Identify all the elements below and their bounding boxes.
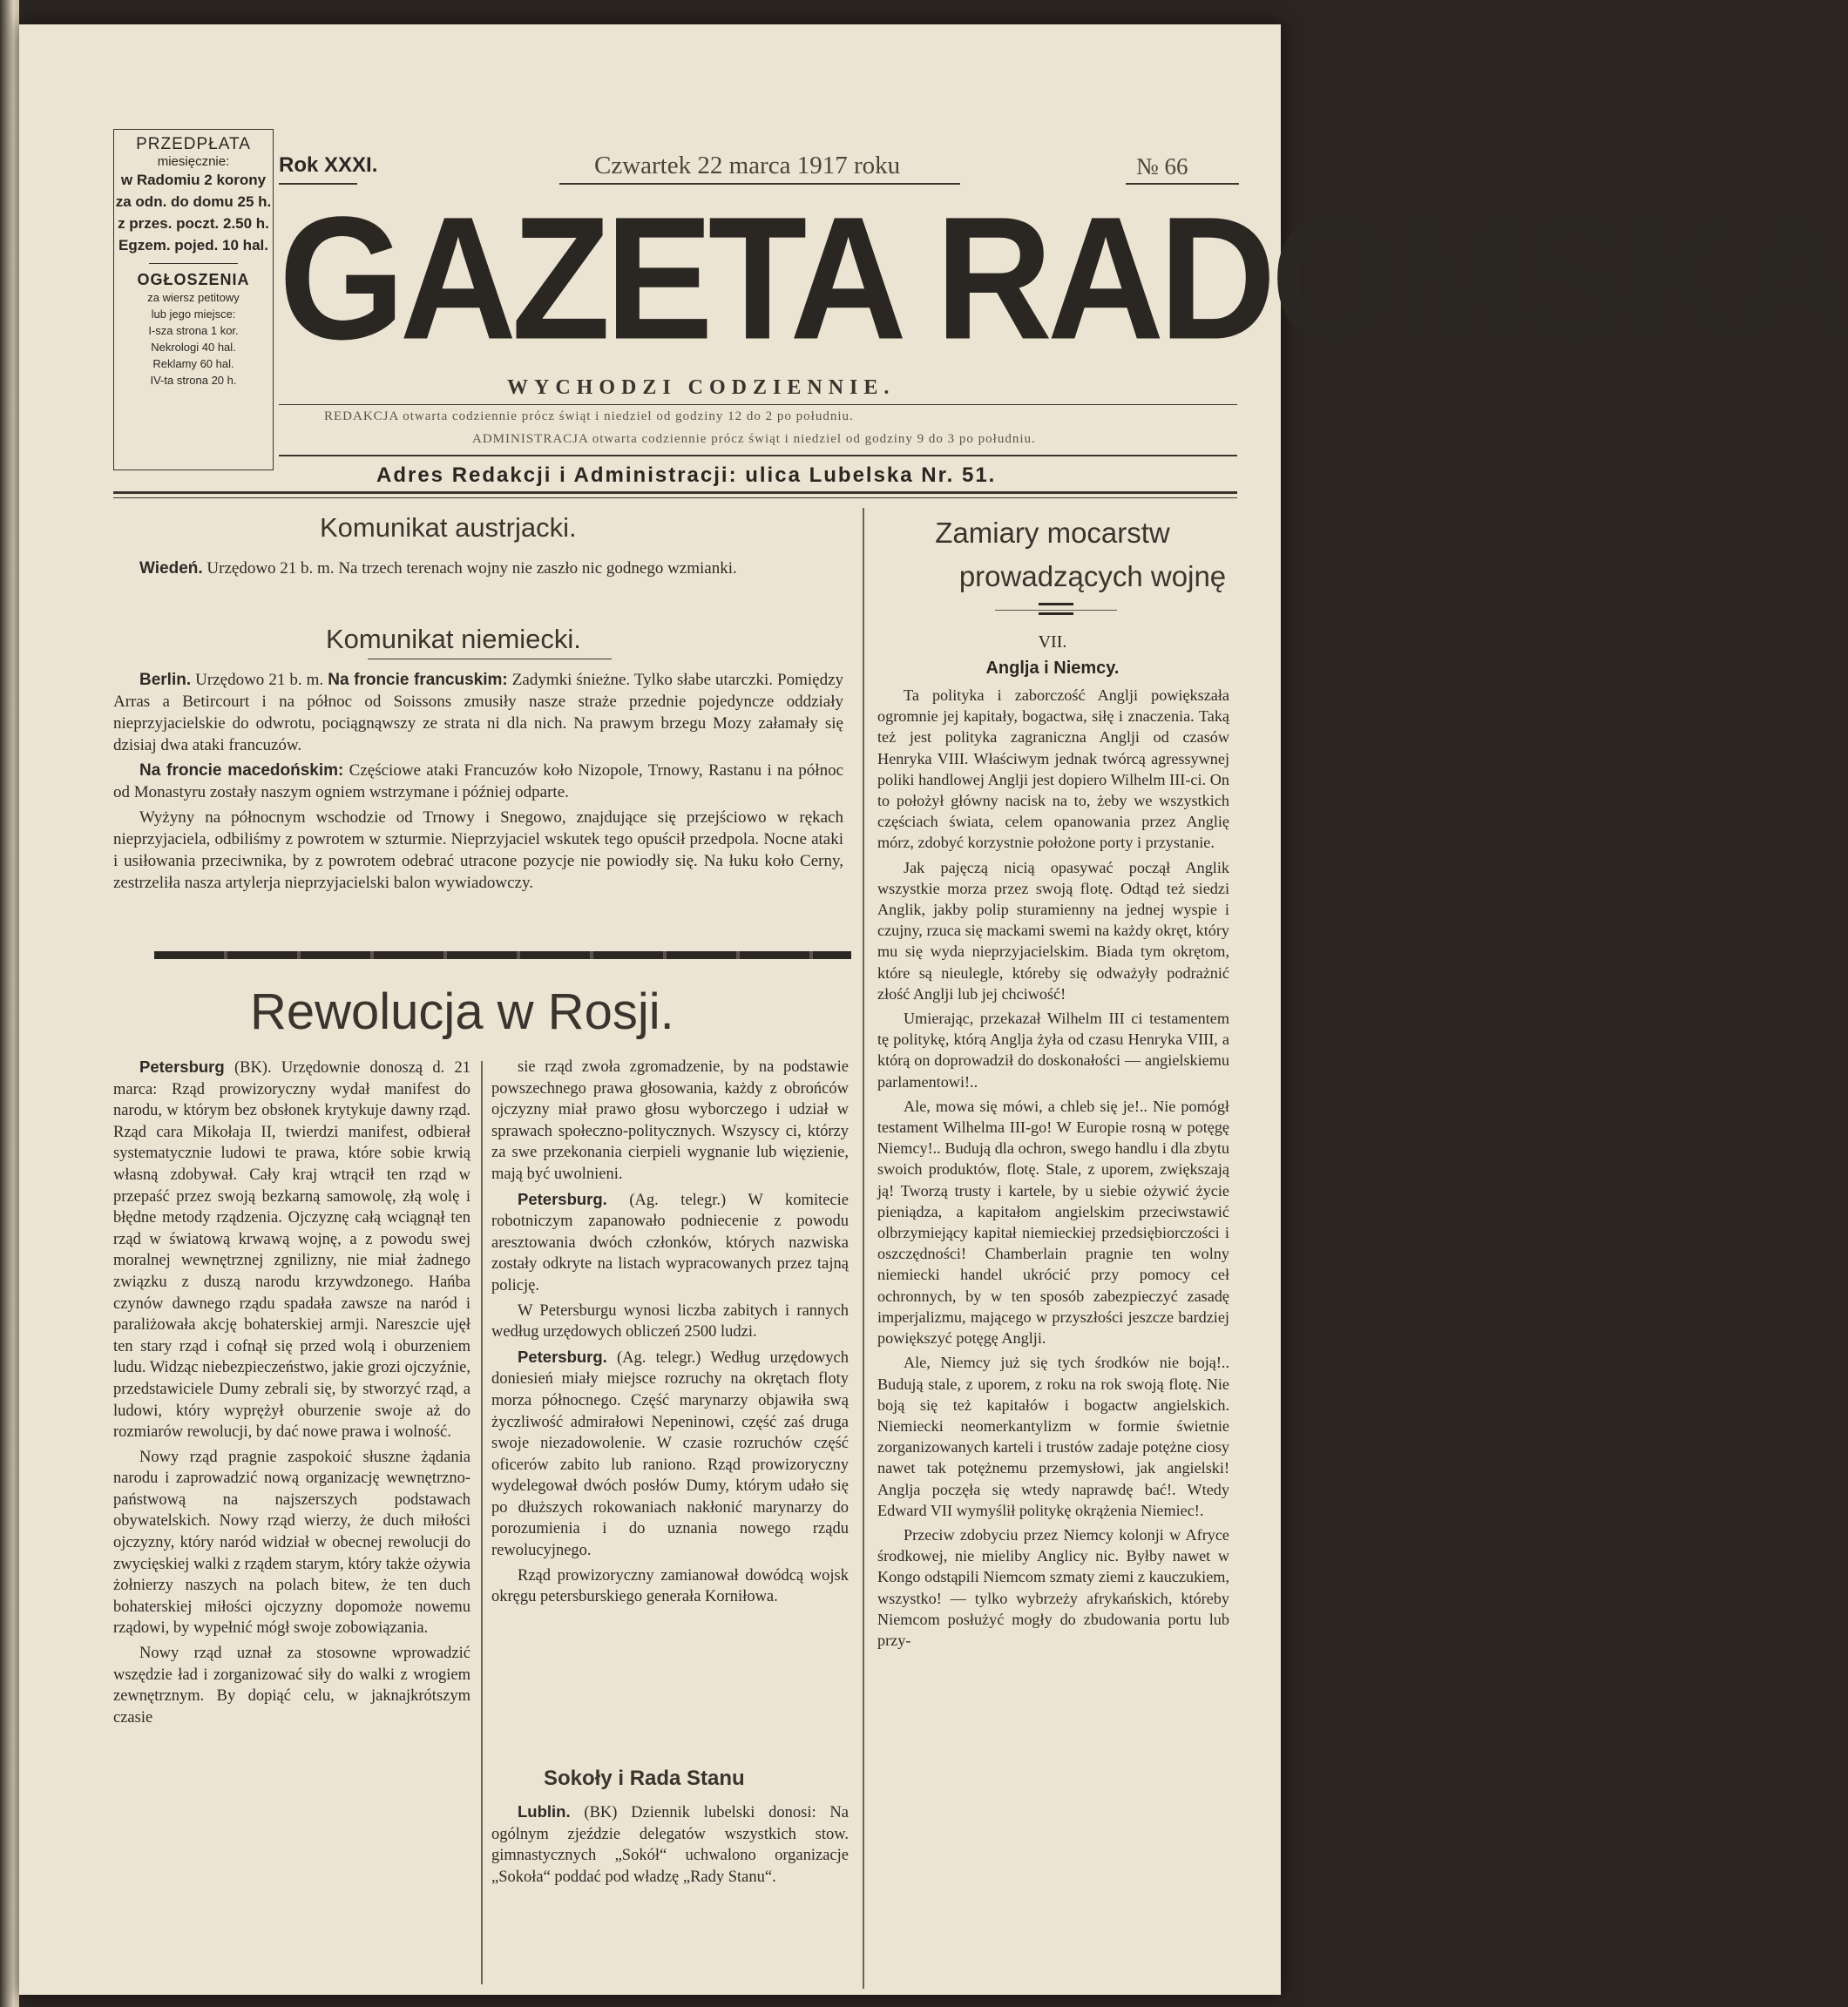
- subscription-line: Egzem. pojed. 10 hal.: [118, 237, 268, 253]
- ads-heading: OGŁOSZENIA: [137, 271, 250, 288]
- dateline: Berlin.: [139, 671, 192, 689]
- zamiary-heading-1: Zamiary mocarstw: [935, 517, 1170, 549]
- zamiary-heading-2: prowadzących wojnę: [958, 560, 1227, 592]
- german-heading: Komunikat niemiecki.: [326, 624, 581, 654]
- subscription-heading: PRZEDPŁATA: [136, 135, 251, 153]
- sokoly-heading: Sokoły i Rada Stanu: [544, 1767, 745, 1790]
- revolution-heading: Rewolucja w Rosji.: [250, 983, 674, 1040]
- zamiary-subheading: Anglja i Niemcy.: [985, 659, 1120, 678]
- austrian-text: Wiedeń. Urzędowo 21 b. m. Na trzech terenach wojny nie zaszło nic godnego wzmianki.: [139, 559, 737, 578]
- zamiary-part: VII.: [1038, 632, 1067, 652]
- zamiary-text: Ta polityka i zaborczość Anglji powiększała ogromnie jej kapitały, bogactwa, siłę i znaczenia. Taką też jest polityka zagraniczna Anglji od czasów Henryka VIII. Właściwym jednak twórcą agressywnej poliki handlowej Anglji jest dopiero Wilhelm III-ci. On to położył główny nacisk na to, żeby we wszystkich częściach świata, celem opanowania przez Anglię mórz, zdobyć korzystnie położone porty i przystanie. Jak pajęczą nicią opasywać począł Anglik wszystkie morza przez swoją flotę. Odtąd też siedzi Anglik, jakby polip sturamienny na jednej wyspie i czujny, rzuca się mackami swemi na każdy okręt, który mu się wyda nieprzyjacielskim. Biada tym okrętom, które są nieulegle, któreby się odważyły podrażnić złość Anglji lub jej chciwość! Umierając, przekazał Wilhelm III ci testamentem tę politykę, którą Anglja żyła od czasu Henryka VIII, a którą on doprowadził do doskonałości — angielskiemu parlamentowi!.. Ale, mowa się mówi, a chleb się je!.. Nie pomógł testament Wilhelma III-go! W Europie rosną w potęgę Niemcy!.. Budują dla ochron, swego handlu i dla zbytu swoich produktów, flotę. Stale, z uporem, zwiększają ją! Tworzą trusty i kartele, by u siebie ożywić życie pieniądza, a kapitałom angielskim przeciwstawić olbrzymiejący kapitał niemieckiej przedsiębiorczości i oszczędności! Chamberlain pragnie ten wolny niemiecki handel ukrócić przy pomocy ceł ochronnych, by w ten sposób zabezpieczyć zasadę imperjalizmu, mającego w przyszłości jeszcze bardziej powiększyć potęgę Anglji. Ale, Niemcy już się tych środków nie boją!.. Budują stale, z uporem, z roku na rok swoją flotę. Nie boją się też kapitałów i bogactw angielskich. Niemiecki neomerkantylizm w formie świetnie zorganizowanych karteli i trustów zadaje potężne ciosy nawet tak potężnemu przemysłowi, jak angielski! Anglja poczęła się wtedy naprawdę bać!. Wtedy Edward VII wymyślił politykę okrążenia Niemiec!. Przeciw zdobyciu przez Niemcy kolonji w Afryce środkowej, nie mieliby Anglicy nic. Byłby nawet w Kongo odstąpili Niemcom szmaty ziemi z kauczukiem, wszystko! — tylko wybrzeży afrykańskich, któreby Niemcom posłużyć mogły do zbudowania portu lub przy-: [877, 686, 1229, 1649]
- masthead-title: GAZETA RADOMSKA: [279, 181, 1848, 376]
- ads-line: za wiersz petitowy: [147, 291, 240, 304]
- administracja-hours: ADMINISTRACJA otwarta codziennie prócz świąt i niedziel od godziny 9 do 3 po południu.: [472, 432, 1036, 446]
- ads-line: Reklamy 60 hal.: [152, 357, 234, 370]
- address-line: Adres Redakcji i Administracji: ulica Lubelska Nr. 51.: [376, 463, 997, 487]
- adjacent-page-edge: [0, 0, 19, 2007]
- sokoly-text: Lublin. (BK) Dziennik lubelski donosi: Na ogólnym zjeździe delegatów wszystkich stow. gimnastycznych „Sokół“ uchwalono organizacje „Sokoła“ poddać pod władzę „Rady Stanu“.: [491, 1802, 849, 1886]
- rule: [113, 491, 1237, 494]
- rule: [279, 455, 1237, 456]
- masthead-wrap: [279, 181, 1848, 387]
- volume-number: Rok XXXI.: [279, 153, 378, 177]
- dateline: Petersburg: [139, 1058, 225, 1076]
- issue-number: № 66: [1136, 153, 1188, 179]
- newspaper-page: [19, 24, 1848, 1995]
- column-divider: [481, 1061, 483, 1984]
- redakcja-hours: REDAKCJA otwarta codziennie prócz świąt i niedziel od godziny 12 do 2 po południu.: [324, 409, 854, 423]
- front-label: Na froncie macedońskim:: [139, 761, 344, 780]
- divider: [149, 263, 238, 264]
- dateline: Wiedeń.: [139, 559, 203, 578]
- subscription-box: [113, 129, 274, 470]
- revolution-col1: Petersburg (BK). Urzędownie donoszą d. 21 marca: Rząd prowizoryczny wydał manifest do narodu, w którym bez obsłonek krytykuje dawny rząd. Rząd cara Mikołaja II, twierdzi manifest, odbierał systematycznie ludowi te prawa, które sobie krwią własną zdobywał. Cały kraj wtrącił ten rząd w przepaść przez swoją bezkarną samowolę, złą wolę i błędne metody rządzenia. Ojczyznę całą wciągnął ten rząd w światową krwawą wojnę, a z powodu swej moralnej wewnętrznej zgnilizny, nie miał żadnego związku z duszą narodu krzywdzonego. Hańba czynów dawnego rządu spadała zawsze na naród i paraliżowała akcję bohaterskiej armji. Nareszcie ujęł ten stary rząd i cofnął się przed wolą i oburzeniem ludu. Widząc niebezpieczeństwo, jakie grozi ojczyźnie, przedstawiciele Dumy zebrali się, by stworzyć rząd, a ludowi, który wyprężył oburzenie swoje aż do rozmiarów rewolucji, by dać nowe prawa i wolność. Nowy rząd pragnie zaspokoić słuszne żądania narodu i zaprowadzić nową organizację wewnętrzno-państwową na najszerszych podstawach obywatelskich. Nowy rząd wierzy, że duch miłości ojczyzny, który naród widział w obecnej rewolucji do zwycięskiej walki z rządem starym, który także ożywia żołnierzy naszych na polach bitew, że ten duch bohaterskiej miłości ojczyzny dopomoże nowemu rządowi, by wypełnić mógł swoje zobowiązania. Nowy rząd uznał za stosowne wprowadzić wszędzie ład i zorganizować siły do walki z wrogiem zewnętrznym. By dopiąć celu, w jaknajkrótszym czasie: [113, 1058, 471, 1727]
- front-label: Na froncie francuskim:: [328, 671, 508, 689]
- rule: [113, 497, 1237, 498]
- dateline: Petersburg.: [518, 1347, 607, 1366]
- austrian-heading: Komunikat austrjacki.: [320, 512, 577, 543]
- column-divider: [863, 508, 864, 1989]
- subscription-line: za odn. do domu 25 h.: [115, 193, 272, 210]
- ads-line: lub jego miejsce:: [151, 307, 236, 321]
- subscription-line: z przes. poczt. 2.50 h.: [118, 215, 269, 232]
- ads-line: I-sza strona 1 kor.: [148, 324, 239, 337]
- revolution-col2: sie rząd zwoła zgromadzenie, by na podstawie powszechnego prawa głosowania, każdy z obrońców ojczyzny miał prawo głosu wyborczego i udział w sprawach społeczno-politycznych. Wszyscy ci, którzy za swe przekonania cierpieli wygnanie lub więzienie, mają być uwolnieni. Petersburg. (Ag. telegr.) W komitecie robotniczym zapanowało podniecenie z powodu aresztowania dwóch członków, których nazwiska zostały odkryte na listach wypracowanych przez tajną policję. W Petersburgu wynosi liczba zabitych i rannych według urzędowych obliczeń 2500 ludzi. Petersburg. (Ag. telegr.) Według urzędowych doniesień miały miejsce rozruchy na okrętach floty morza północnego. Część marynarzy objawiła swą życzliwość admirałowi Nepeninowi, część zaś druga swoje niezadowolenie. W czasie rozruchów część oficerów zabito lub raniono. Rząd prowizoryczny wydelegował dwóch posłów Dumy, którym udało się po dłuższych rokowaniach nakłonić marynarzy do porozumienia i do uznania nowego rządu rewolucyjnego. Rząd prowizoryczny zamianował dowódcą wojsk okręgu petersburskiego generała Korniłowa.: [491, 1058, 849, 1606]
- ads-line: Nekrologi 40 hal.: [151, 341, 236, 354]
- subscription-line: w Radomiu 2 korony: [120, 172, 267, 188]
- ads-line: IV-ta strona 20 h.: [150, 374, 237, 387]
- dateline: Petersburg.: [518, 1189, 607, 1208]
- masthead-subtitle: WYCHODZI CODZIENNIE.: [507, 376, 896, 399]
- section-divider: [154, 951, 851, 959]
- subscription-period: miesięcznie:: [157, 154, 230, 169]
- rule: [279, 404, 1237, 405]
- dateline: Lublin.: [518, 1802, 571, 1821]
- ornament-icon: [1039, 603, 1073, 615]
- issue-date: Czwartek 22 marca 1917 roku: [594, 152, 901, 179]
- german-text: Berlin. Urzędowo 21 b. m. Na froncie francuskim: Zadymki śnieżne. Tylko słabe utarczki. Pomiędzy Arras a Betircourt i na północ od Soissons zmusiły nasze straże przednie pojedyncze oddziały nieprzyjacielskie do odwrotu, pociągnąwszy ze strata ni dla nich. Na prawym brzegu Mozy załamały się dzisiaj dwa ataki francuzów. Na froncie macedońskim: Częściowe ataki Francuzów koło Nizopole, Trnowy, Rastanu i na północ od Monastyru zostały naszym ogniem wstrzymane i później odparte. Wyżyny na północnym wschodzie od Trnowy i Snegowo, znajdujące się przejściowo w rękach nieprzyjaciela, odbiliśmy z powrotem w szturmie. Nieprzyjaciel wskutek tego opuścił przedpola. Nocne ataki i usiłowania przeciwnika, by z powrotem odebrać utracone pozycje nie powiodły się. Na łuku koło Cerny, zestrzeliła nasza artylerja nieprzyjacielski balon wywiadowczy.: [113, 671, 844, 892]
